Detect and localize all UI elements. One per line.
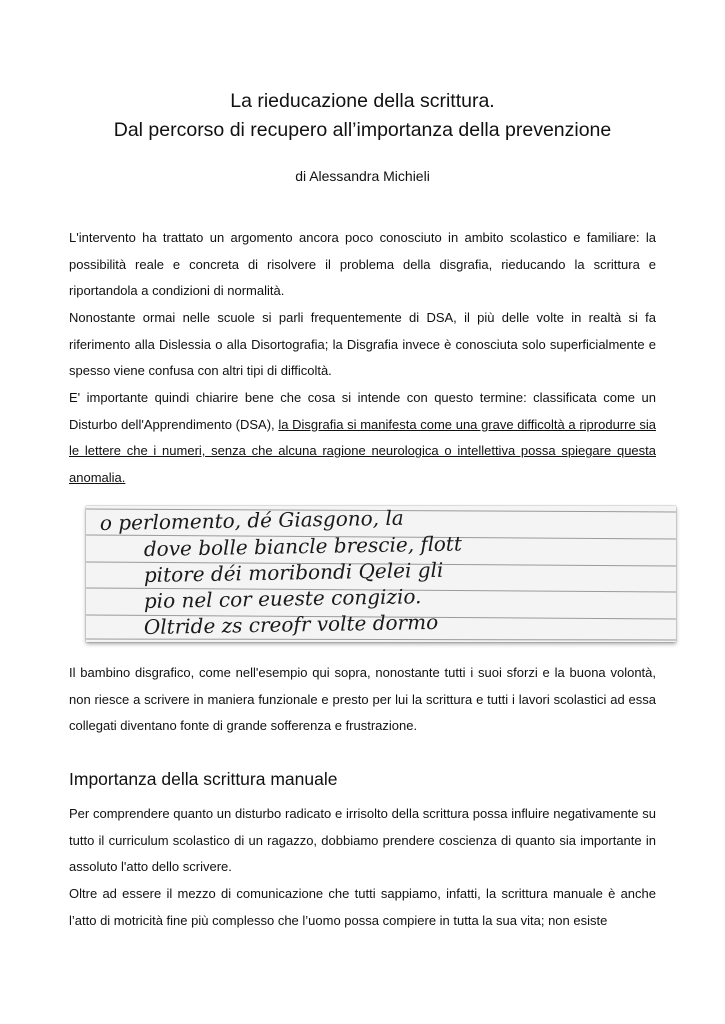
section-paragraph-1: Per comprendere quanto un disturbo radicato e irrisolto della scrittura possa influire negativamente su tutto il curriculum scolastico di un ragazzo, dobbiamo prendere coscienza di quanto sia importante in assoluto l'atto dello scrivere.	[69, 806, 656, 874]
handwriting-line-3: pitore déi moribondi Qelei gli	[143, 557, 444, 587]
intro-paragraph-3-text: E' importante quindi chiarire bene che cosa si intende con questo termine: classificata come un Disturbo dell'Apprendimento (DSA),	[69, 390, 656, 432]
handwriting-sample-svg	[86, 506, 676, 642]
intro-paragraph-3	[69, 385, 656, 491]
author-line: di Alessandra Michieli	[295, 168, 430, 184]
handwriting-line-4: pio nel cor eueste congizio.	[143, 584, 422, 613]
intro-paragraph-2: Nonostante ormai nelle scuole si parli frequentemente di DSA, il più delle volte in realtà si fa riferimento alla Dislessia o alla Disortografia; la Disgrafia invece è conosciuta solo superficialmente e spesso viene confusa con altri tipi di difficoltà.	[69, 310, 656, 378]
section-paragraph-2: Oltre ad essere il mezzo di comunicazione che tutti sappiamo, infatti, la scrittura manuale è anche l’atto di motricità fine più complesso che l’uomo possa compiere in tutta la sua vita; non esiste	[69, 886, 656, 928]
handwriting-line-1: o perlomento, dé Giasgono, la	[99, 506, 404, 535]
handwriting-line-5: Oltride zs creofr volte dormo	[143, 609, 439, 639]
title-line-2: Dal percorso di recupero all’importanza della prevenzione	[113, 119, 612, 141]
title-line-1: La rieducazione della scrittura.	[230, 90, 495, 112]
after-image-paragraph: Il bambino disgrafico, come nell'esempio qui sopra, nonostante tutti i suoi sforzi e la buona volontà, non riesce a scrivere in maniera funzionale e presto per lui la scrittura e tutti i lavori scolastici ad essa collegati diventano fonte di grande sofferenza e frustrazione.	[69, 665, 656, 733]
handwriting-sample-image	[86, 506, 676, 642]
handwriting-line-2: dove bolle biancle brescie, flott	[143, 531, 463, 561]
disgrafia-definition: la Disgrafia si manifesta come una grave difficoltà a riprodurre sia le lettere che i numeri, senza che alcuna ragione neurologica o intellettiva possa spiegare questa anomalia.	[69, 416, 656, 485]
section-heading: Importanza della scrittura manuale	[69, 769, 338, 789]
intro-paragraph-1: L'intervento ha trattato un argomento ancora poco conosciuto in ambito scolastico e familiare: la possibilità reale e concreta di risolvere il problema della disgrafia, rieducando la scrittura e riportandola a condizioni di normalità.	[69, 230, 656, 298]
